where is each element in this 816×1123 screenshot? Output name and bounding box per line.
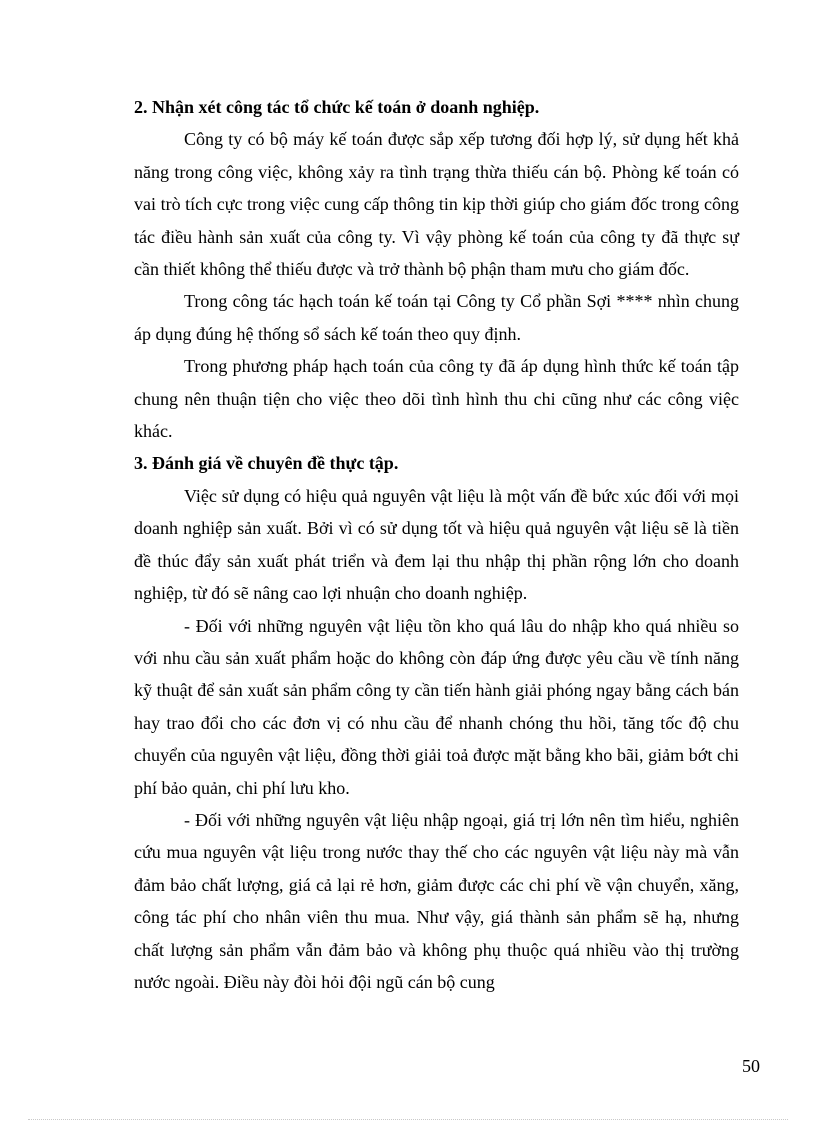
page-content [134, 91, 739, 998]
page-bottom-divider [28, 1119, 788, 1120]
section-3-heading: 3. Đánh giá về chuyên đề thực tập. [134, 453, 399, 474]
section-2-paragraph-2: Trong công tác hạch toán kế toán tại Công ty Cổ phần Sợi **** nhìn chung áp dụng đúng hệ thống sổ sách kế toán theo quy định. [134, 291, 739, 344]
section-3-paragraph-1: Việc sử dụng có hiệu quả nguyên vật liệu là một vấn đề bức xúc đối với mọi doanh nghiệp sản xuất. Bởi vì có sử dụng tốt và hiệu quả nguyên vật liệu sẽ là tiền đề thúc đẩy sản xuất phát triển và đem lại thu nhập thị phần rộng lớn cho doanh nghiệp, từ đó sẽ nâng cao lợi nhuận cho doanh nghiệp. [134, 485, 739, 604]
section-2-paragraph-1: Công ty có bộ máy kế toán được sắp xếp tương đối hợp lý, sử dụng hết khả năng trong công việc, không xảy ra tình trạng thừa thiếu cán bộ. Phòng kế toán có vai trò tích cực trong việc cung cấp thông tin kịp thời giúp cho giám đốc trong công tác điều hành sản xuất của công ty. Vì vậy phòng kế toán của công ty đã thực sự cần thiết không thể thiếu được và trở thành bộ phận tham mưu cho giám đốc. [134, 129, 739, 280]
page-number: 50 [742, 1056, 760, 1076]
section-2-heading: 2. Nhận xét công tác tổ chức kế toán ở doanh nghiệp. [134, 97, 540, 117]
section-2-paragraph-3: Trong phương pháp hạch toán của công ty đã áp dụng hình thức kế toán tập chung nên thuận tiện cho việc theo dõi tình hình thu chi cũng như các công việc khác. [134, 356, 739, 442]
section-3-paragraph-2: - Đối với những nguyên vật liệu tồn kho quá lâu do nhập kho quá nhiều so với nhu cầu sản xuất phẩm hoặc do không còn đáp ứng được yêu cầu về tính năng kỹ thuật để sản xuất sản phẩm công ty cần tiến hành giải phóng ngay bằng cách bán hay trao đổi cho các đơn vị có nhu cầu để nhanh chóng thu hồi, tăng tốc độ chu chuyển của nguyên vật liệu, đồng thời giải toả được mặt bằng kho bãi, giảm bớt chi phí bảo quản, chi phí lưu kho. [134, 615, 739, 798]
section-3-paragraph-3: - Đối với những nguyên vật liệu nhập ngoại, giá trị lớn nên tìm hiểu, nghiên cứu mua nguyên vật liệu trong nước thay thế cho các nguyên vật liệu này mà vẫn đảm bảo chất lượng, giá cả lại rẻ hơn, giảm được các chi phí về vận chuyển, xăng, công tác phí cho nhân viên thu mua. Như vậy, giá thành sản phẩm sẽ hạ, nhưng chất lượng sản phẩm vẫn đảm bảo và không phụ thuộc quá nhiều vào thị trường nước ngoài. Điều này đòi hỏi đội ngũ cán bộ cung [134, 809, 739, 992]
